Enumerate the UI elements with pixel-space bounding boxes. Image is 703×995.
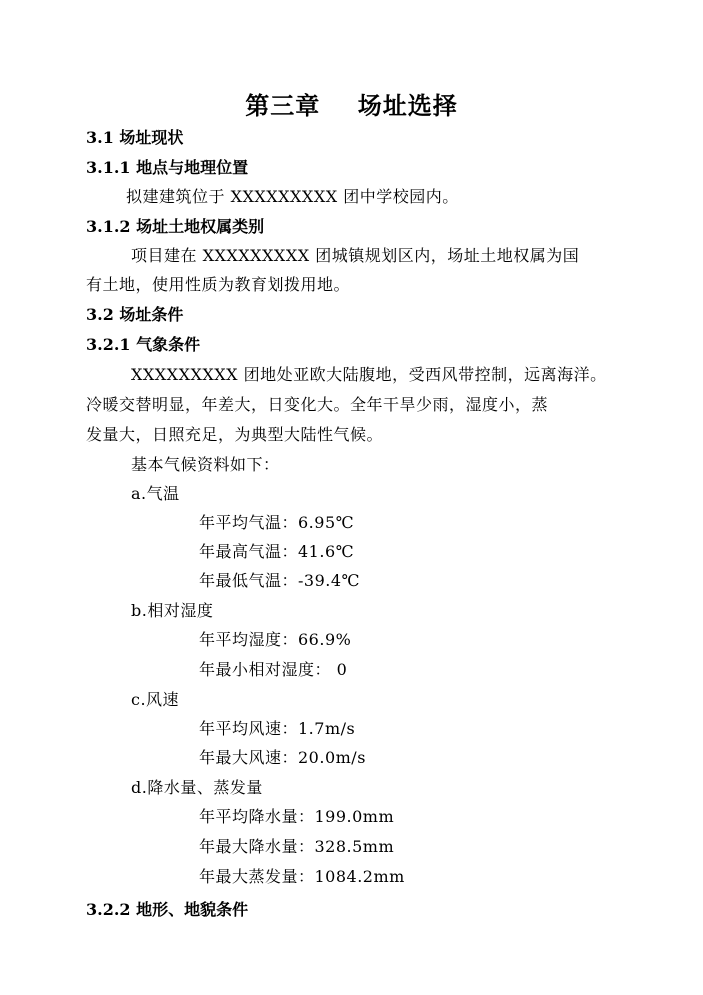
section-3-1-2-line-2: 有土地，使用性质为教育划拨用地。 [86, 275, 351, 294]
wind-item: 年最大风速：20.0m/s [199, 748, 366, 767]
chapter-title: 第三章 场址选择 [245, 91, 458, 120]
precipitation-label: d.降水量、蒸发量 [131, 778, 263, 797]
climate-intro: 基本气候资料如下： [131, 455, 280, 474]
section-3-2-2-heading: 3.2.2 地形、地貌条件 [86, 900, 249, 919]
section-3-2-heading: 3.2 场址条件 [86, 305, 184, 324]
precipitation-item: 年最大降水量：328.5mm [199, 837, 395, 856]
humidity-item: 年平均湿度：66.9% [199, 630, 352, 649]
temperature-item: 年最低气温：-39.4℃ [199, 571, 360, 590]
wind-item: 年平均风速：1.7m/s [199, 719, 356, 738]
temperature-item: 年平均气温：6.95℃ [199, 513, 355, 532]
climate-para-line-2: 冷暖交替明显，年差大，日变化大。全年干旱少雨，湿度小，蒸 [86, 395, 549, 414]
humidity-item: 年最小相对湿度： 0 [199, 660, 348, 679]
section-3-1-2-line-1: 项目建在 XXXXXXXXX 团城镇规划区内，场址土地权属为国 [131, 246, 580, 265]
section-3-1-1-text: 拟建建筑位于 XXXXXXXXX 团中学校园内。 [126, 187, 459, 206]
section-3-2-1-heading: 3.2.1 气象条件 [86, 335, 201, 354]
humidity-label: b.相对湿度 [131, 601, 214, 620]
climate-para-line-3: 发量大，日照充足，为典型大陆性气候。 [86, 425, 384, 444]
wind-label: c.风速 [131, 690, 180, 709]
section-3-1-heading: 3.1 场址现状 [86, 128, 184, 147]
precipitation-item: 年最大蒸发量：1084.2mm [199, 867, 405, 886]
temperature-item: 年最高气温：41.6℃ [199, 542, 355, 561]
precipitation-item: 年平均降水量：199.0mm [199, 807, 395, 826]
temperature-label: a.气温 [131, 484, 180, 503]
climate-para-line-1: XXXXXXXXX 团地处亚欧大陆腹地，受西风带控制，远离海洋。 [131, 365, 607, 384]
section-3-1-2-heading: 3.1.2 场址土地权属类别 [86, 217, 265, 236]
section-3-1-1-heading: 3.1.1 地点与地理位置 [86, 158, 249, 177]
